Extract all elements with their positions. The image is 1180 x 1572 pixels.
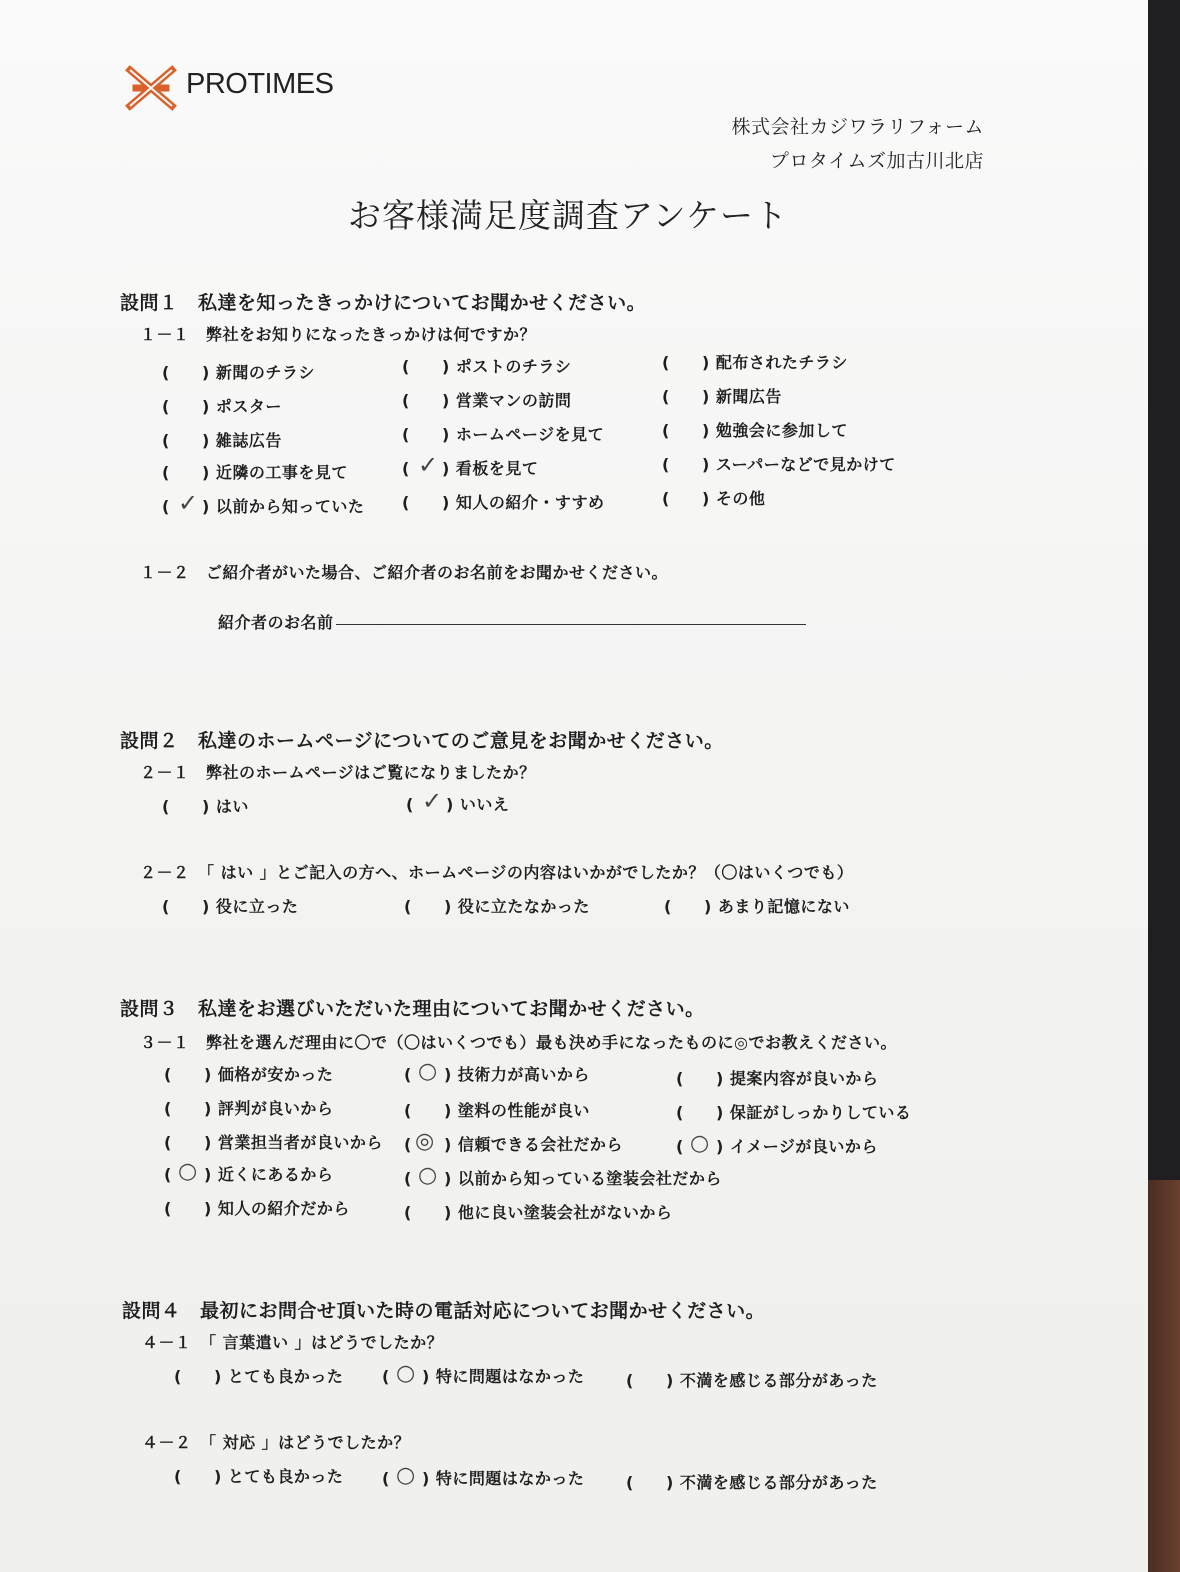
logo-wordmark: PROTIMES	[186, 68, 334, 100]
referrer-name-label: 紹介者のお名前	[218, 613, 334, 632]
checkbox-option[interactable]: ( ) 不満を感じる部分があった	[626, 1371, 878, 1390]
checkbox-option[interactable]: ( ) 営業マンの訪問	[402, 391, 572, 410]
question-2-1: ２－１ 弊社のホームページはご覧になりましたか？	[140, 763, 536, 782]
option-label: 特に問題はなかった	[435, 1367, 585, 1386]
option-label: スーパーなどで見かけて	[715, 455, 896, 474]
option-label: とても良かった	[227, 1467, 344, 1486]
option-label: ポストのチラシ	[455, 357, 572, 376]
option-label: 技術力が高いから	[457, 1065, 590, 1084]
question-1-heading: 設問１ 私達を知ったきっかけについてお聞かせください。	[120, 292, 647, 314]
checkbox-option[interactable]: ( ○ ) 特に問題はなかった	[382, 1463, 585, 1488]
checkbox-option[interactable]: ( ) 不満を感じる部分があった	[626, 1473, 878, 1492]
checkbox-option[interactable]: ( ) 新聞のチラシ	[162, 363, 315, 382]
option-label: 看板を見て	[455, 459, 539, 478]
option-label: 役に立った	[215, 897, 299, 916]
option-label: イメージが良いから	[729, 1137, 878, 1156]
option-label: 営業マンの訪問	[455, 391, 572, 410]
survey-title: お客様満足度調査アンケート	[348, 196, 789, 235]
checkbox-option[interactable]: ( ○ ) イメージが良いから	[676, 1131, 878, 1156]
option-label: 近くにあるから	[217, 1165, 334, 1184]
company-name: 株式会社カジワラリフォーム	[731, 116, 984, 138]
option-label: 新聞のチラシ	[215, 363, 315, 382]
checkbox-option[interactable]: ( ) 近隣の工事を見て	[162, 463, 348, 482]
option-label: 評判が良いから	[217, 1099, 334, 1118]
checkbox-option[interactable]: ( ) 役に立った	[162, 897, 299, 916]
option-label: 知人の紹介・すすめ	[455, 493, 605, 512]
option-label: 特に問題はなかった	[435, 1469, 585, 1488]
checkbox-option[interactable]: ( ) 他に良い塗装会社がないから	[404, 1203, 673, 1222]
option-label: とても良かった	[227, 1367, 344, 1386]
checkbox-option[interactable]: ( ✓ ) 以前から知っていた	[162, 489, 365, 517]
checkbox-option[interactable]: ( ) はい	[162, 797, 249, 816]
option-label: 価格が安かった	[217, 1065, 334, 1084]
option-label: 勉強会に参加して	[715, 421, 848, 440]
checkbox-option[interactable]: ( ) 保証がしっかりしている	[676, 1103, 912, 1122]
question-2-2: ２－２ 「 はい 」とご記入の方へ、ホームページの内容はいかがでしたか？（〇はいくつでも）	[140, 863, 854, 882]
checkbox-option[interactable]: ( ) ポスター	[162, 397, 282, 416]
question-4-2: ４－２ 「 対応 」はどうでしたか？	[142, 1433, 411, 1452]
option-label: 以前から知っている塗装会社だから	[457, 1169, 722, 1188]
checkbox-option[interactable]: ( ) 雑誌広告	[162, 431, 282, 450]
question-3-1: ３－１ 弊社を選んだ理由に〇で（〇はいくつでも）最も決め手になったものに◎でお教えください。	[140, 1033, 897, 1052]
option-label: 提案内容が良いから	[729, 1069, 879, 1088]
checkbox-option[interactable]: ( ) 役に立たなかった	[404, 897, 590, 916]
checkbox-option[interactable]: ( ) 知人の紹介だから	[164, 1199, 350, 1218]
checkbox-option[interactable]: ( ○ ) 近くにあるから	[164, 1159, 334, 1184]
protimes-logo-icon	[124, 62, 178, 114]
checkbox-option[interactable]: ( ) 新聞広告	[662, 387, 782, 406]
option-label: あまり記憶にない	[717, 897, 850, 916]
checkbox-option[interactable]: ( ◎ ) 信頼できる会社だから	[404, 1129, 623, 1154]
question-2-heading: 設問２ 私達のホームページについてのご意見をお聞かせください。	[120, 730, 724, 752]
protimes-logo	[124, 62, 344, 114]
option-label: ポスター	[215, 397, 282, 416]
checkbox-option[interactable]: ( ) 塗料の性能が良い	[404, 1101, 590, 1120]
checkbox-option[interactable]: ( ) 知人の紹介・すすめ	[402, 493, 605, 512]
question-1-2: １－２ ご紹介者がいた場合、ご紹介者のお名前をお聞かせください。	[140, 563, 669, 582]
checkbox-option[interactable]: ( ) 価格が安かった	[164, 1065, 334, 1084]
option-label: ホームページを見て	[455, 425, 605, 444]
option-label: 不満を感じる部分があった	[679, 1371, 878, 1390]
checkbox-option[interactable]: ( ○ ) 特に問題はなかった	[382, 1361, 585, 1386]
option-label: 保証がしっかりしている	[729, 1103, 912, 1122]
option-label: はい	[215, 797, 249, 816]
checkbox-option[interactable]: ( ✓ ) いいえ	[406, 787, 510, 815]
question-1-1: １－１ 弊社をお知りになったきっかけは何ですか？	[140, 325, 537, 344]
question-4-heading: 設問４ 最初にお問合せ頂いた時の電話対応についてお聞かせください。	[122, 1300, 766, 1322]
option-label: 不満を感じる部分があった	[679, 1473, 878, 1492]
checkbox-option[interactable]: ( ✓ ) 看板を見て	[402, 451, 539, 479]
option-label: 近隣の工事を見て	[215, 463, 348, 482]
checkbox-option[interactable]: ( ) その他	[662, 489, 766, 508]
checkbox-option[interactable]: ( ) ホームページを見て	[402, 425, 605, 444]
option-label: その他	[715, 489, 766, 508]
checkbox-option[interactable]: ( ) 営業担当者が良いから	[164, 1133, 383, 1152]
checkbox-option[interactable]: ( ) 配布されたチラシ	[662, 353, 848, 372]
referrer-name-field[interactable]	[336, 624, 806, 625]
option-label: 配布されたチラシ	[715, 353, 848, 372]
option-label: 営業担当者が良いから	[217, 1133, 383, 1152]
option-label: 雑誌広告	[215, 431, 282, 450]
checkbox-option[interactable]: ( ) 勉強会に参加して	[662, 421, 848, 440]
checkbox-option[interactable]: ( ○ ) 技術力が高いから	[404, 1059, 590, 1084]
checkbox-option[interactable]: ( ) ポストのチラシ	[402, 357, 572, 376]
checkbox-option[interactable]: ( ) あまり記憶にない	[664, 897, 850, 916]
branch-name: プロタイムズ加古川北店	[769, 150, 984, 172]
checkbox-option[interactable]: ( ) とても良かった	[174, 1367, 344, 1386]
checkbox-option[interactable]: ( ○ ) 以前から知っている塗装会社だから	[404, 1163, 722, 1188]
checkbox-option[interactable]: ( ) スーパーなどで見かけて	[662, 455, 896, 474]
option-label: 以前から知っていた	[215, 497, 365, 516]
checkbox-option[interactable]: ( ) 評判が良いから	[164, 1099, 334, 1118]
table-surface	[1148, 1180, 1180, 1572]
checkbox-option[interactable]: ( ) とても良かった	[174, 1467, 344, 1486]
option-label: 塗料の性能が良い	[457, 1101, 590, 1120]
option-label: 信頼できる会社だから	[457, 1135, 623, 1154]
option-label: 知人の紹介だから	[217, 1199, 350, 1218]
option-label: 役に立たなかった	[457, 897, 590, 916]
question-3-heading: 設問３ 私達をお選びいただいた理由についてお聞かせください。	[120, 998, 705, 1020]
checkbox-option[interactable]: ( ) 提案内容が良いから	[676, 1069, 879, 1088]
option-label: 他に良い塗装会社がないから	[457, 1203, 673, 1222]
option-label: いいえ	[459, 795, 510, 814]
option-label: 新聞広告	[715, 387, 782, 406]
question-4-1: ４－１ 「 言葉遣い 」はどうでしたか？	[142, 1333, 444, 1352]
